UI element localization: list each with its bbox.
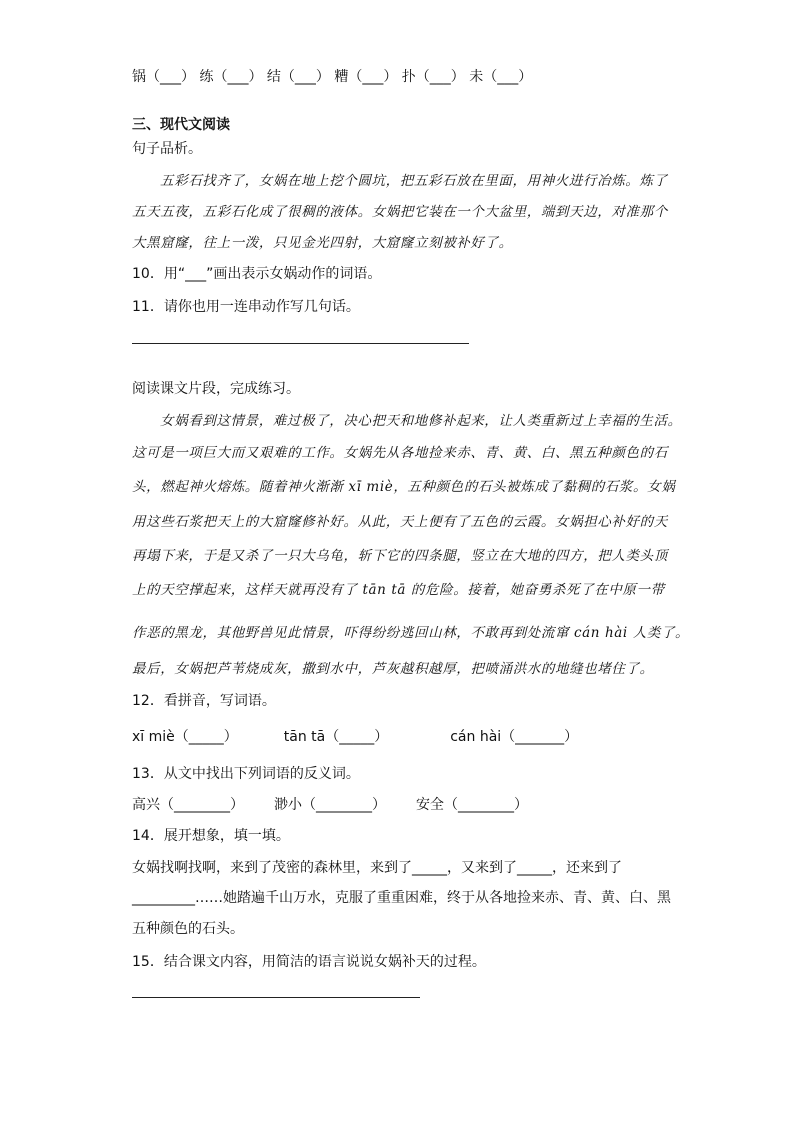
fill-line: 五种颜色的石头。 bbox=[132, 921, 244, 937]
reading-intro: 阅读课文片段，完成练习。 bbox=[132, 381, 300, 397]
fill-line[interactable]: _________……她踏遍千山万水，克服了重重困难，终于从各地捡来赤、青、黄、白、黑 bbox=[132, 890, 671, 906]
passage-line: 作恶的黑龙，其他野兽见此情景，吓得纷纷逃回山林，不敢再到处流窜 cán hài 人类了。 bbox=[132, 625, 690, 641]
question-11: 11．请你也用一连串动作写几句话。 bbox=[132, 299, 360, 315]
passage-line: 五彩石找齐了，女娲在地上挖个圆坑，把五彩石放在里面，用神火进行冶炼。炼了 bbox=[160, 173, 668, 189]
pinyin-item[interactable]: cán hài（_______） bbox=[450, 729, 579, 745]
question-12: 12．看拼音，写词语。 bbox=[132, 693, 276, 709]
passage-line: 大黑窟窿，往上一泼，只见金光四射，大窟窿立刻被补好了。 bbox=[132, 235, 513, 251]
fill-line[interactable]: 女娲找啊找啊，来到了茂密的森林里，来到了_____，又来到了_____，还来到了 bbox=[132, 860, 622, 876]
question-14: 14．展开想象，填一填。 bbox=[132, 828, 290, 844]
pinyin-items bbox=[132, 728, 578, 746]
question-10: 10．用“___”画出表示女娲动作的词语。 bbox=[132, 266, 382, 282]
passage-line: 头，燃起神火熔炼。随着神火渐渐 xī miè，五种颜色的石头被炼成了黏稠的石浆。女娲 bbox=[132, 479, 676, 495]
antonym-item[interactable]: 安全（________） bbox=[416, 797, 528, 813]
section-heading: 三、现代文阅读 bbox=[132, 117, 230, 133]
passage-line: 最后，女娲把芦苇烧成灰，撒到水中，芦灰越积越厚，把喷涌洪水的地缝也堵住了。 bbox=[132, 661, 654, 677]
antonym-item[interactable]: 高兴（________） bbox=[132, 797, 244, 813]
pinyin-item[interactable]: tān tā（_____） bbox=[283, 729, 389, 745]
passage-line: 用这些石浆把天上的大窟窿修补好。从此，天上便有了五色的云霞。女娲担心补好的天 bbox=[132, 514, 668, 530]
passage-line: 再塌下来，于是又杀了一只大乌龟，斩下它的四条腿，竖立在大地的四方，把人类头顶 bbox=[132, 548, 668, 564]
antonym-items bbox=[132, 796, 528, 814]
question-13: 13．从文中找出下列词语的反义词。 bbox=[132, 766, 360, 782]
passage-line: 这可是一项巨大而又艰难的工作。女娲先从各地捡来赤、青、黄、白、黑五种颜色的石 bbox=[132, 445, 668, 461]
answer-line-11[interactable] bbox=[132, 343, 469, 344]
passage-line: 五天五夜，五彩石化成了很稠的液体。女娲把它装在一个大盆里，端到天边，对准那个 bbox=[132, 204, 668, 220]
section-intro: 句子品析。 bbox=[132, 141, 202, 157]
passage-line: 女娲看到这情景，难过极了，决心把天和地修补起来，让人类重新过上幸福的生活。 bbox=[160, 413, 682, 429]
pinyin-item[interactable]: xī miè（_____） bbox=[132, 729, 238, 745]
antonym-item[interactable]: 渺小（________） bbox=[274, 797, 386, 813]
question-15: 15．结合课文内容，用简洁的语言说说女娲补天的过程。 bbox=[132, 954, 486, 970]
passage-line: 上的天空撑起来，这样天就再没有了 tān tā 的危险。接着，她奋勇杀死了在中原一带 bbox=[132, 582, 665, 598]
answer-line-15[interactable] bbox=[132, 997, 420, 998]
q9-line: 锅（___） 练（___） 结（___） 糟（___） 扑（___） 未（___） bbox=[132, 69, 533, 85]
